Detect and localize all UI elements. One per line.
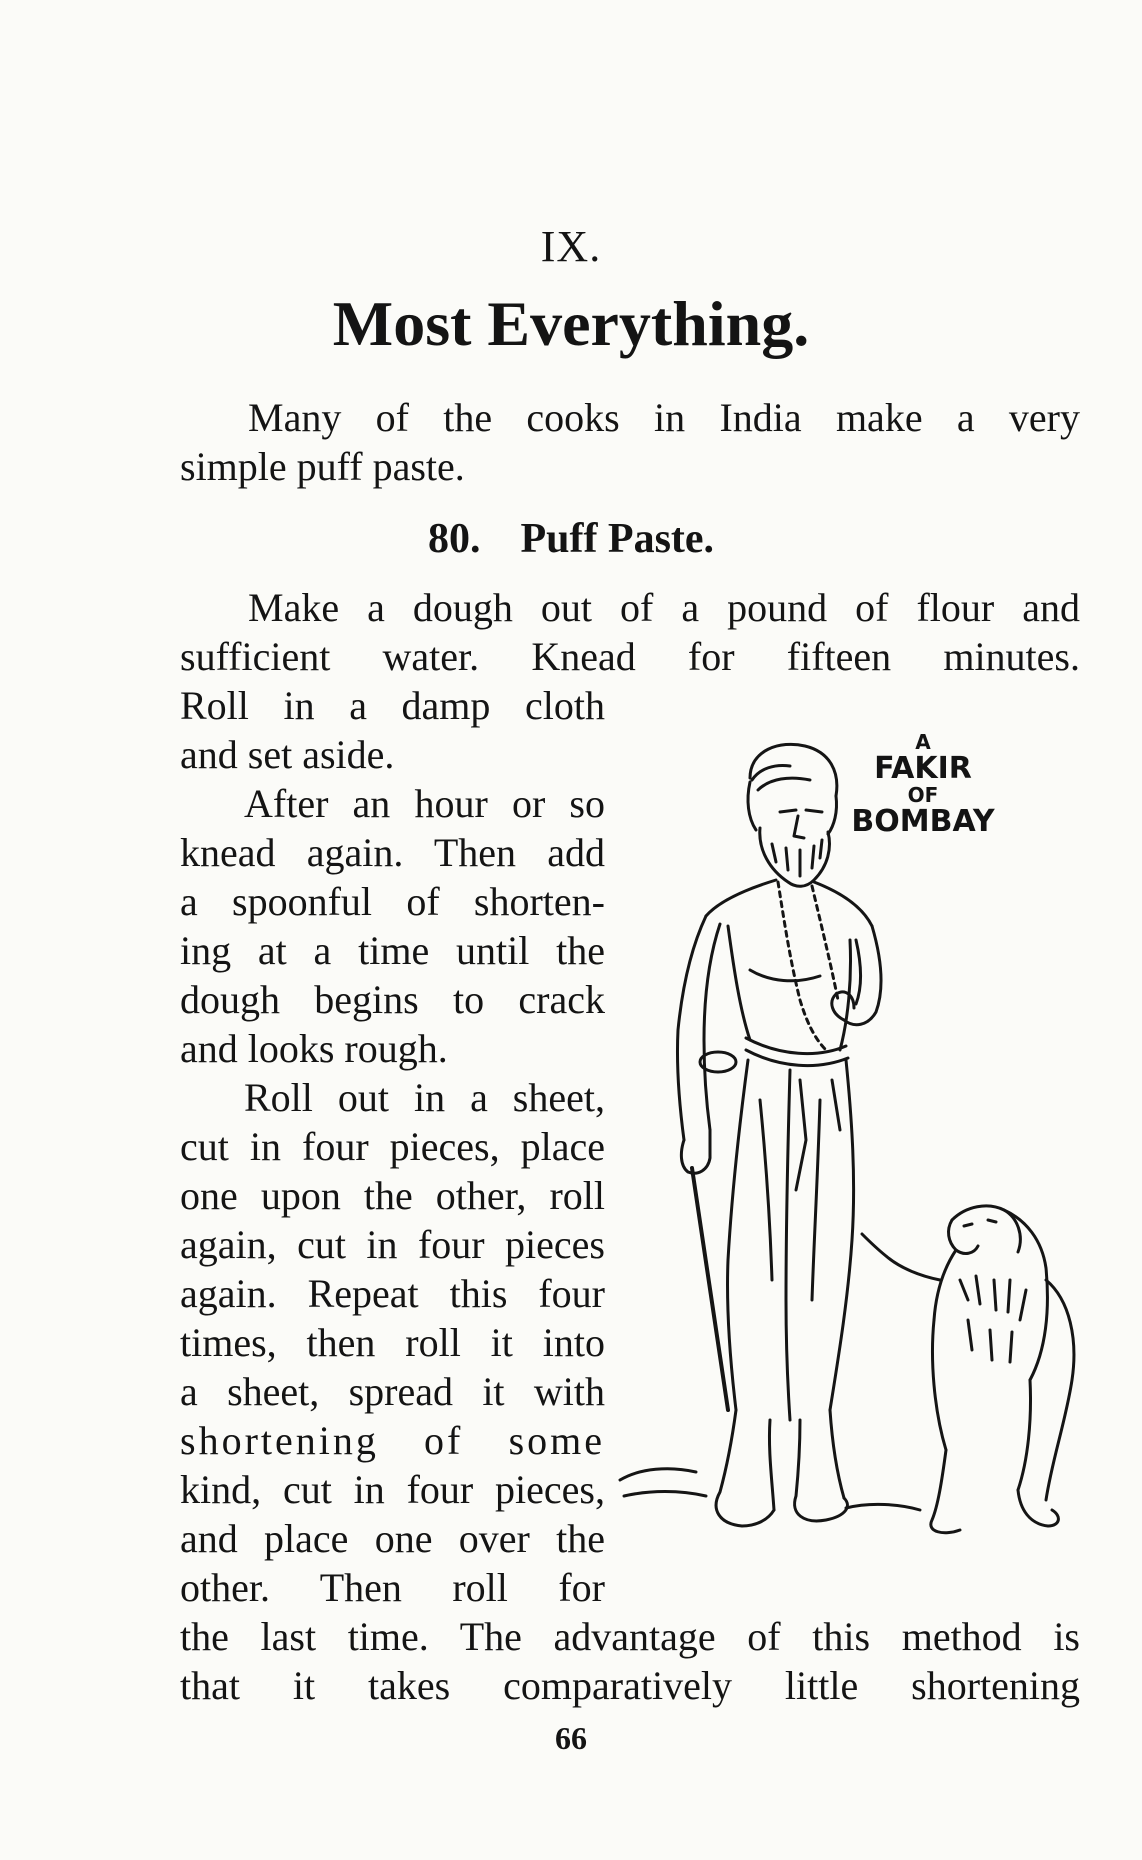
body-line-13: one upon the other, roll: [180, 1173, 605, 1218]
body-line-17: a sheet, spread it with: [180, 1369, 605, 1414]
illustration-caption: [848, 732, 998, 837]
body-line-9: dough begins to crack: [180, 977, 605, 1022]
body-line-14: again, cut in four pieces: [180, 1222, 605, 1267]
body-line-10: and looks rough.: [180, 1026, 448, 1071]
chapter-title: Most Everything.: [332, 288, 810, 359]
body-line-3: Roll in a damp cloth: [180, 683, 605, 728]
page-number: 66: [555, 1720, 587, 1756]
body-line-22: the last time. The advantage of this method is: [180, 1614, 1080, 1659]
body-line-23: that it takes comparatively little shortening: [180, 1663, 1080, 1708]
body-line-5: After an hour or so: [244, 781, 605, 826]
recipe-title: Puff Paste.: [520, 516, 715, 562]
body-line-18: shortening of some: [180, 1418, 605, 1463]
body-line-6: knead again. Then add: [180, 830, 605, 875]
body-line-11: Roll out in a sheet,: [244, 1075, 605, 1120]
body-line-8: ing at a time until the: [180, 928, 605, 973]
intro-line-2: simple puff paste.: [180, 444, 465, 489]
fakir-and-monkey-illustration: [600, 720, 1080, 1580]
body-line-7: a spoonful of shorten-: [180, 879, 605, 924]
recipe-heading: [0, 514, 1142, 564]
chapter-number: IX.: [540, 222, 602, 271]
body-line-19: kind, cut in four pieces,: [180, 1467, 605, 1512]
caption-fakir: FAKIR: [874, 751, 972, 786]
caption-a: A: [915, 730, 931, 754]
body-line-2: sufficient water. Knead for fifteen minutes.: [180, 634, 1080, 679]
caption-bombay: BOMBAY: [851, 803, 995, 839]
body-line-20: and place one over the: [180, 1516, 605, 1561]
body-line-16: times, then roll it into: [180, 1320, 605, 1365]
body-line-4: and set aside.: [180, 732, 395, 777]
body-line-1: Make a dough out of a pound of flour and: [248, 585, 1080, 630]
caption-of: OF: [907, 782, 939, 807]
body-line-15: again. Repeat this four: [180, 1271, 605, 1316]
recipe-number: 80.: [427, 516, 481, 562]
intro-line-1: Many of the cooks in India make a very: [248, 395, 1080, 440]
body-line-12: cut in four pieces, place: [180, 1124, 605, 1169]
body-line-21: other. Then roll for: [180, 1565, 605, 1610]
